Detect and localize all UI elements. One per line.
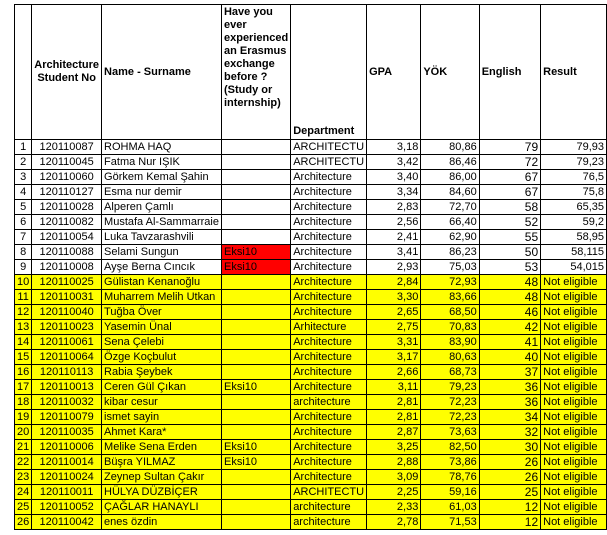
english-cell[interactable]: 12 <box>479 515 540 530</box>
gpa-cell[interactable]: 3,25 <box>367 440 421 455</box>
name-cell[interactable]: Ayşe Berna Cıncık <box>102 260 222 275</box>
row-number-cell[interactable]: 23 <box>15 470 32 485</box>
name-cell[interactable]: Görkem Kemal Şahin <box>102 170 222 185</box>
table-row <box>15 305 607 320</box>
yok-cell[interactable]: 59,16 <box>421 485 479 500</box>
department-cell[interactable]: Architecture <box>291 335 367 350</box>
yok-cell[interactable]: 66,40 <box>421 215 479 230</box>
yok-cell[interactable]: 83,90 <box>421 335 479 350</box>
name-cell[interactable]: ROHMA HAQ <box>102 140 222 155</box>
table-row <box>15 320 607 335</box>
name-cell[interactable]: HÜLYA DÜZBİÇER <box>102 485 222 500</box>
yok-cell[interactable]: 73,63 <box>421 425 479 440</box>
row-number-cell[interactable]: 3 <box>15 170 32 185</box>
student-no-cell[interactable]: 120110079 <box>32 410 102 425</box>
name-cell[interactable]: Zeynep Sultan Çakır <box>102 470 222 485</box>
student-no-cell[interactable]: 120110042 <box>32 515 102 530</box>
yok-cell[interactable]: 80,86 <box>421 140 479 155</box>
name-cell[interactable]: Luka Tavzarashvili <box>102 230 222 245</box>
english-cell[interactable]: 67 <box>479 170 540 185</box>
table-row <box>15 230 607 245</box>
yok-cell[interactable]: 72,23 <box>421 395 479 410</box>
erasmus-cell[interactable] <box>221 410 290 425</box>
student-no-cell[interactable]: 120110113 <box>32 365 102 380</box>
erasmus-cell[interactable] <box>221 395 290 410</box>
result-cell[interactable]: Not eligible <box>541 485 607 500</box>
table-row <box>15 395 607 410</box>
english-cell[interactable]: 12 <box>479 500 540 515</box>
name-cell[interactable]: Yasemin Ünal <box>102 320 222 335</box>
result-cell[interactable]: Not eligible <box>541 380 607 395</box>
table-row <box>15 425 607 440</box>
student-no-cell[interactable]: 120110028 <box>32 200 102 215</box>
department-cell[interactable]: ARCHITECTU <box>291 140 367 155</box>
department-cell[interactable]: Architecture <box>291 440 367 455</box>
result-cell[interactable]: 59,2 <box>541 215 607 230</box>
english-cell[interactable]: 25 <box>479 485 540 500</box>
student-no-cell[interactable]: 120110045 <box>32 155 102 170</box>
table-row <box>15 365 607 380</box>
header-row <box>15 5 607 140</box>
row-number-cell[interactable]: 11 <box>15 290 32 305</box>
result-cell[interactable]: Not eligible <box>541 470 607 485</box>
english-cell[interactable]: 48 <box>479 290 540 305</box>
department-cell[interactable]: Architecture <box>291 455 367 470</box>
english-cell[interactable]: 46 <box>479 305 540 320</box>
department-cell[interactable]: Architecture <box>291 410 367 425</box>
name-cell[interactable]: Ahmet Kara* <box>102 425 222 440</box>
header-row-number[interactable] <box>15 5 32 140</box>
gpa-cell[interactable]: 3,30 <box>367 290 421 305</box>
erasmus-cell[interactable] <box>221 290 290 305</box>
header-gpa[interactable]: GPA <box>367 5 421 140</box>
yok-cell[interactable]: 71,53 <box>421 515 479 530</box>
english-cell[interactable]: 58 <box>479 200 540 215</box>
erasmus-cell[interactable] <box>221 200 290 215</box>
student-no-cell[interactable]: 120110087 <box>32 140 102 155</box>
yok-cell[interactable]: 68,50 <box>421 305 479 320</box>
header-english[interactable]: English <box>479 5 540 140</box>
english-cell[interactable]: 36 <box>479 395 540 410</box>
result-cell[interactable]: Not eligible <box>541 275 607 290</box>
gpa-cell[interactable]: 2,66 <box>367 365 421 380</box>
yok-cell[interactable]: 72,93 <box>421 275 479 290</box>
department-cell[interactable]: Arhitecture <box>291 320 367 335</box>
result-cell[interactable]: 65,35 <box>541 200 607 215</box>
gpa-cell[interactable]: 3,40 <box>367 170 421 185</box>
english-cell[interactable]: 48 <box>479 275 540 290</box>
english-cell[interactable]: 36 <box>479 380 540 395</box>
result-cell[interactable]: Not eligible <box>541 410 607 425</box>
erasmus-cell[interactable] <box>221 365 290 380</box>
english-cell[interactable]: 41 <box>479 335 540 350</box>
table-row <box>15 215 607 230</box>
english-cell[interactable]: 53 <box>479 260 540 275</box>
erasmus-cell[interactable] <box>221 425 290 440</box>
student-no-cell[interactable]: 120110082 <box>32 215 102 230</box>
department-cell[interactable]: Architecture <box>291 365 367 380</box>
row-number-cell[interactable]: 26 <box>15 515 32 530</box>
yok-cell[interactable]: 84,60 <box>421 185 479 200</box>
student-no-cell[interactable]: 120110014 <box>32 455 102 470</box>
table-row <box>15 185 607 200</box>
gpa-cell[interactable]: 2,75 <box>367 320 421 335</box>
english-cell[interactable]: 26 <box>479 455 540 470</box>
english-cell[interactable]: 50 <box>479 245 540 260</box>
row-number-cell[interactable]: 7 <box>15 230 32 245</box>
gpa-cell[interactable]: 3,41 <box>367 245 421 260</box>
student-no-cell[interactable]: 120110064 <box>32 350 102 365</box>
header-department[interactable]: Department <box>291 5 367 140</box>
english-cell[interactable]: 42 <box>479 320 540 335</box>
yok-cell[interactable]: 86,00 <box>421 170 479 185</box>
student-no-cell[interactable]: 120110025 <box>32 275 102 290</box>
table-row <box>15 170 607 185</box>
gpa-cell[interactable]: 2,81 <box>367 410 421 425</box>
table-row <box>15 140 607 155</box>
row-number-cell[interactable]: 4 <box>15 185 32 200</box>
gpa-cell[interactable]: 3,31 <box>367 335 421 350</box>
department-cell[interactable]: Architecture <box>291 350 367 365</box>
department-cell[interactable]: Architecture <box>291 170 367 185</box>
result-cell[interactable]: Not eligible <box>541 305 607 320</box>
department-cell[interactable]: Architecture <box>291 200 367 215</box>
table-row <box>15 485 607 500</box>
student-no-cell[interactable]: 120110060 <box>32 170 102 185</box>
erasmus-cell[interactable]: Eksi10 <box>221 455 290 470</box>
gpa-cell[interactable]: 2,84 <box>367 275 421 290</box>
gpa-cell[interactable]: 2,87 <box>367 425 421 440</box>
table-row <box>15 380 607 395</box>
erasmus-cell[interactable] <box>221 515 290 530</box>
table-row <box>15 275 607 290</box>
department-cell[interactable]: Architecture <box>291 275 367 290</box>
table-row <box>15 245 607 260</box>
row-number-cell[interactable]: 8 <box>15 245 32 260</box>
gpa-cell[interactable]: 2,81 <box>367 395 421 410</box>
yok-cell[interactable]: 83,66 <box>421 290 479 305</box>
department-cell[interactable]: architecture <box>291 395 367 410</box>
yok-cell[interactable]: 72,70 <box>421 200 479 215</box>
row-number-cell[interactable]: 20 <box>15 425 32 440</box>
name-cell[interactable]: Sena Çelebi <box>102 335 222 350</box>
erasmus-cell[interactable] <box>221 305 290 320</box>
name-cell[interactable]: Rabia Şeybek <box>102 365 222 380</box>
yok-cell[interactable]: 80,63 <box>421 350 479 365</box>
gpa-cell[interactable]: 2,93 <box>367 260 421 275</box>
name-cell[interactable]: Gülistan Kenanoğlu <box>102 275 222 290</box>
name-cell[interactable]: ismet sayin <box>102 410 222 425</box>
row-number-cell[interactable]: 24 <box>15 485 32 500</box>
header-yok[interactable]: YÖK <box>421 5 479 140</box>
student-no-cell[interactable]: 120110088 <box>32 245 102 260</box>
yok-cell[interactable]: 79,23 <box>421 380 479 395</box>
english-cell[interactable]: 55 <box>479 230 540 245</box>
result-cell[interactable]: Not eligible <box>541 515 607 530</box>
yok-cell[interactable]: 62,90 <box>421 230 479 245</box>
student-no-cell[interactable]: 120110013 <box>32 380 102 395</box>
yok-cell[interactable]: 75,03 <box>421 260 479 275</box>
row-number-cell[interactable]: 17 <box>15 380 32 395</box>
result-cell[interactable]: Not eligible <box>541 395 607 410</box>
row-number-cell[interactable]: 25 <box>15 500 32 515</box>
result-cell[interactable]: Not eligible <box>541 320 607 335</box>
department-cell[interactable]: architecture <box>291 515 367 530</box>
result-cell[interactable]: 75,8 <box>541 185 607 200</box>
name-cell[interactable]: Tuğba Över <box>102 305 222 320</box>
name-cell[interactable]: Muharrem Melih Utkan <box>102 290 222 305</box>
result-cell[interactable]: 79,93 <box>541 140 607 155</box>
result-cell[interactable]: Not eligible <box>541 500 607 515</box>
erasmus-cell[interactable]: Eksi10 <box>221 440 290 455</box>
erasmus-cell[interactable]: Eksi10 <box>221 380 290 395</box>
gpa-cell[interactable]: 2,33 <box>367 500 421 515</box>
row-number-cell[interactable]: 16 <box>15 365 32 380</box>
student-no-cell[interactable]: 120110052 <box>32 500 102 515</box>
english-cell[interactable]: 37 <box>479 365 540 380</box>
erasmus-cell[interactable]: Eksi10 <box>221 245 290 260</box>
erasmus-cell[interactable] <box>221 170 290 185</box>
student-no-cell[interactable]: 120110011 <box>32 485 102 500</box>
department-cell[interactable]: ARCHITECTU <box>291 155 367 170</box>
student-no-cell[interactable]: 120110006 <box>32 440 102 455</box>
department-cell[interactable]: Architecture <box>291 380 367 395</box>
table-row <box>15 410 607 425</box>
department-cell[interactable]: Architecture <box>291 470 367 485</box>
name-cell[interactable]: Melike Sena Erden <box>102 440 222 455</box>
english-cell[interactable]: 26 <box>479 470 540 485</box>
english-cell[interactable]: 72 <box>479 155 540 170</box>
erasmus-cell[interactable] <box>221 470 290 485</box>
gpa-cell[interactable]: 2,56 <box>367 215 421 230</box>
yok-cell[interactable]: 86,23 <box>421 245 479 260</box>
result-cell[interactable]: 76,5 <box>541 170 607 185</box>
yok-cell[interactable]: 86,46 <box>421 155 479 170</box>
result-cell[interactable]: Not eligible <box>541 455 607 470</box>
department-cell[interactable]: Architecture <box>291 290 367 305</box>
table-row <box>15 440 607 455</box>
name-cell[interactable]: Esma nur demir <box>102 185 222 200</box>
row-number-cell[interactable]: 9 <box>15 260 32 275</box>
student-no-cell[interactable]: 120110054 <box>32 230 102 245</box>
table-row <box>15 200 607 215</box>
english-cell[interactable]: 40 <box>479 350 540 365</box>
name-cell[interactable]: Selami Sungun <box>102 245 222 260</box>
row-number-cell[interactable]: 18 <box>15 395 32 410</box>
result-cell[interactable]: 54,015 <box>541 260 607 275</box>
gpa-cell[interactable]: 3,17 <box>367 350 421 365</box>
english-cell[interactable]: 30 <box>479 440 540 455</box>
student-no-cell[interactable]: 120110040 <box>32 305 102 320</box>
yok-cell[interactable]: 70,83 <box>421 320 479 335</box>
yok-cell[interactable]: 82,50 <box>421 440 479 455</box>
gpa-cell[interactable]: 3,34 <box>367 185 421 200</box>
student-no-cell[interactable]: 120110023 <box>32 320 102 335</box>
erasmus-cell[interactable] <box>221 335 290 350</box>
ranking-spreadsheet <box>14 4 607 530</box>
row-number-cell[interactable]: 6 <box>15 215 32 230</box>
gpa-cell[interactable]: 3,11 <box>367 380 421 395</box>
gpa-cell[interactable]: 2,41 <box>367 230 421 245</box>
erasmus-cell[interactable] <box>221 215 290 230</box>
yok-cell[interactable]: 73,86 <box>421 455 479 470</box>
table-row <box>15 290 607 305</box>
result-cell[interactable]: Not eligible <box>541 290 607 305</box>
student-no-cell[interactable]: 120110031 <box>32 290 102 305</box>
yok-cell[interactable]: 72,23 <box>421 410 479 425</box>
erasmus-cell[interactable] <box>221 140 290 155</box>
name-cell[interactable]: Alperen Çamlı <box>102 200 222 215</box>
department-cell[interactable]: Architecture <box>291 215 367 230</box>
table-row <box>15 350 607 365</box>
student-no-cell[interactable]: 120110127 <box>32 185 102 200</box>
row-number-cell[interactable]: 14 <box>15 335 32 350</box>
row-number-cell[interactable]: 12 <box>15 305 32 320</box>
header-erasmus-experience[interactable]: Have you ever experienced an Erasmus exchange before ? (Study or internship) <box>221 5 290 140</box>
result-cell[interactable]: 58,95 <box>541 230 607 245</box>
gpa-cell[interactable]: 3,18 <box>367 140 421 155</box>
yok-cell[interactable]: 68,73 <box>421 365 479 380</box>
gpa-cell[interactable]: 2,83 <box>367 200 421 215</box>
english-cell[interactable]: 52 <box>479 215 540 230</box>
gpa-cell[interactable]: 3,09 <box>367 470 421 485</box>
student-no-cell[interactable]: 120110032 <box>32 395 102 410</box>
table-row <box>15 470 607 485</box>
row-number-cell[interactable]: 13 <box>15 320 32 335</box>
name-cell[interactable]: Özge Koçbulut <box>102 350 222 365</box>
name-cell[interactable]: Mustafa Al-Sammarraie <box>102 215 222 230</box>
row-number-cell[interactable]: 5 <box>15 200 32 215</box>
department-cell[interactable]: Architecture <box>291 185 367 200</box>
gpa-cell[interactable]: 2,25 <box>367 485 421 500</box>
erasmus-cell[interactable] <box>221 320 290 335</box>
student-no-cell[interactable]: 120110008 <box>32 260 102 275</box>
erasmus-cell[interactable] <box>221 275 290 290</box>
department-cell[interactable]: Architecture <box>291 305 367 320</box>
result-cell[interactable]: Not eligible <box>541 440 607 455</box>
row-number-cell[interactable]: 2 <box>15 155 32 170</box>
result-cell[interactable]: Not eligible <box>541 365 607 380</box>
english-cell[interactable]: 32 <box>479 425 540 440</box>
table-row <box>15 515 607 530</box>
table-row <box>15 455 607 470</box>
result-cell[interactable]: Not eligible <box>541 335 607 350</box>
erasmus-cell[interactable] <box>221 230 290 245</box>
name-cell[interactable]: Fatma Nur IŞIK <box>102 155 222 170</box>
department-cell[interactable]: architecture <box>291 500 367 515</box>
name-cell[interactable]: enes özdin <box>102 515 222 530</box>
name-cell[interactable]: kibar cesur <box>102 395 222 410</box>
student-no-cell[interactable]: 120110061 <box>32 335 102 350</box>
result-cell[interactable]: 58,115 <box>541 245 607 260</box>
row-number-cell[interactable]: 15 <box>15 350 32 365</box>
table-row <box>15 155 607 170</box>
row-number-cell[interactable]: 19 <box>15 410 32 425</box>
english-cell[interactable]: 79 <box>479 140 540 155</box>
gpa-cell[interactable]: 2,78 <box>367 515 421 530</box>
header-student-no[interactable]: Architecture Student No <box>32 5 102 140</box>
name-cell[interactable]: Ceren Gül Çıkan <box>102 380 222 395</box>
department-cell[interactable]: ARCHITECTU <box>291 485 367 500</box>
row-number-cell[interactable]: 22 <box>15 455 32 470</box>
erasmus-cell[interactable] <box>221 500 290 515</box>
department-cell[interactable]: Architecture <box>291 245 367 260</box>
result-cell[interactable]: Not eligible <box>541 350 607 365</box>
gpa-cell[interactable]: 3,42 <box>367 155 421 170</box>
name-cell[interactable]: Büşra YILMAZ <box>102 455 222 470</box>
table-row <box>15 335 607 350</box>
department-cell[interactable]: Architecture <box>291 260 367 275</box>
department-cell[interactable]: Architecture <box>291 425 367 440</box>
erasmus-cell[interactable] <box>221 350 290 365</box>
gpa-cell[interactable]: 2,65 <box>367 305 421 320</box>
yok-cell[interactable]: 78,76 <box>421 470 479 485</box>
student-no-cell[interactable]: 120110024 <box>32 470 102 485</box>
gpa-cell[interactable]: 2,88 <box>367 455 421 470</box>
header-name-surname[interactable]: Name - Surname <box>102 5 222 140</box>
student-no-cell[interactable]: 120110035 <box>32 425 102 440</box>
row-number-cell[interactable]: 21 <box>15 440 32 455</box>
erasmus-cell[interactable] <box>221 155 290 170</box>
yok-cell[interactable]: 61,03 <box>421 500 479 515</box>
result-cell[interactable]: 79,23 <box>541 155 607 170</box>
table-row <box>15 260 607 275</box>
row-number-cell[interactable]: 10 <box>15 275 32 290</box>
department-cell[interactable]: Architecture <box>291 230 367 245</box>
result-cell[interactable]: Not eligible <box>541 425 607 440</box>
erasmus-cell[interactable] <box>221 485 290 500</box>
row-number-cell[interactable]: 1 <box>15 140 32 155</box>
english-cell[interactable]: 67 <box>479 185 540 200</box>
erasmus-cell[interactable]: Eksi10 <box>221 260 290 275</box>
name-cell[interactable]: ÇAĞLAR HANAYLI <box>102 500 222 515</box>
header-result[interactable]: Result <box>541 5 607 140</box>
english-cell[interactable]: 34 <box>479 410 540 425</box>
table-row <box>15 500 607 515</box>
erasmus-cell[interactable] <box>221 185 290 200</box>
